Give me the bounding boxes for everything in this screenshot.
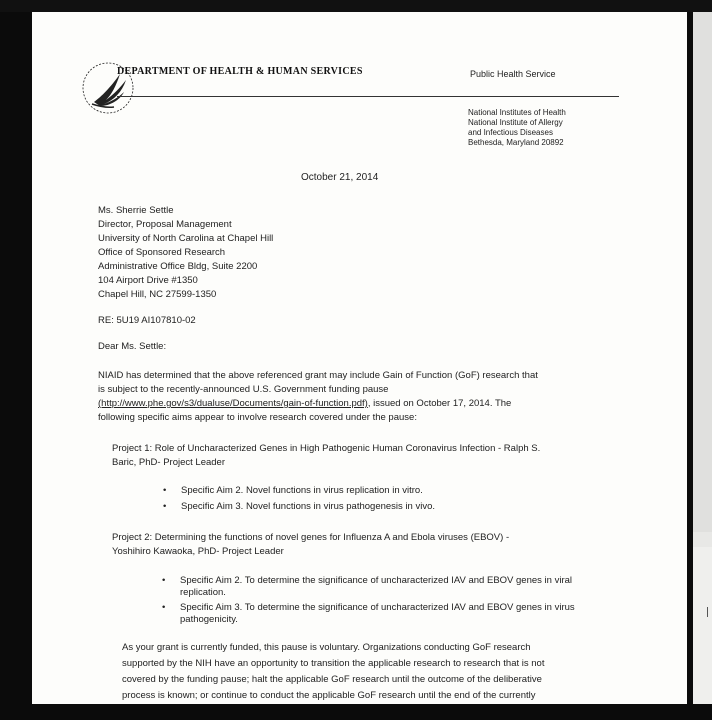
nih-address-line: Bethesda, Maryland 20892: [468, 138, 564, 147]
recipient-address: [98, 204, 273, 302]
aim-text: Specific Aim 3. Novel functions in virus pathogenesis in vivo.: [181, 501, 435, 512]
service-label: Public Health Service: [470, 69, 556, 79]
paragraph-line: following specific aims appear to involve research covered under the pause:: [98, 412, 417, 423]
aim-text: Specific Aim 2. To determine the significance of uncharacterized IAV and EBOV genes in viral: [180, 575, 572, 586]
closing-paragraph: [122, 640, 544, 704]
project-2-heading: [112, 531, 509, 559]
aim-text: Specific Aim 2. Novel functions in virus replication in vitro.: [181, 485, 423, 496]
nih-address-line: and Infectious Diseases: [468, 128, 553, 137]
department-heading: DEPARTMENT OF HEALTH & HUMAN SERVICES: [117, 66, 363, 77]
bottom-shadow: [32, 704, 687, 720]
project-1-aim-3: [163, 501, 435, 513]
aim-text: replication.: [180, 587, 226, 598]
letterhead-rule: [117, 96, 619, 97]
project-2-aim-3: [162, 602, 575, 626]
project-1-line: Project 1: Role of Uncharacterized Genes in High Pathogenic Human Coronavirus Infection - Ralph S.: [112, 443, 541, 454]
recipient-line: Chapel Hill, NC 27599-1350: [98, 289, 217, 300]
project-1-line: Baric, PhD- Project Leader: [112, 457, 225, 468]
project-2-line: Project 2: Determining the functions of novel genes for Influenza A and Ebola viruses (EBOV) -: [112, 532, 510, 543]
nih-address-line: National Institutes of Health: [468, 108, 566, 117]
bullet-marker: •: [162, 602, 166, 613]
bullet-marker: •: [163, 485, 167, 496]
recipient-line: Administrative Office Bldg, Suite 2200: [98, 261, 258, 272]
guidance-link[interactable]: (http://www.phe.gov/s3/dualuse/Documents/gain-of-function.pdf): [98, 398, 368, 409]
project-2-aim-2: [162, 575, 572, 599]
adjacent-bracket-mark: [707, 607, 712, 617]
project-2-line: Yoshihiro Kawaoka, PhD- Project Leader: [112, 546, 284, 557]
aim-text: pathogenicity.: [180, 614, 238, 625]
paragraph-line: process is known; or continue to conduct the applicable GoF research until the end of the currently: [122, 690, 536, 701]
reference-line: RE: 5U19 AI107810-02: [98, 315, 196, 326]
bullet-marker: •: [163, 501, 167, 512]
recipient-line: 104 Airport Drive #1350: [98, 275, 198, 286]
paragraph-line: [98, 397, 538, 411]
nih-address: [468, 108, 566, 148]
hhs-seal-logo: [80, 52, 136, 124]
letter-date: October 21, 2014: [301, 172, 379, 183]
project-1-aim-2: [163, 485, 423, 497]
adjacent-window-edge: [693, 12, 712, 704]
bullet-marker: •: [162, 575, 166, 586]
window-top-bar: [0, 0, 712, 12]
adjacent-panel: [693, 547, 712, 704]
recipient-line: Office of Sponsored Research: [98, 247, 226, 258]
paragraph-line: supported by the NIH have an opportunity to transition the applicable research to research that is not: [122, 658, 545, 669]
paragraph-line: covered by the funding pause; halt the applicable GoF research until the outcome of the deliberative: [122, 674, 542, 685]
paragraph-line: As your grant is currently funded, this pause is voluntary. Organizations conducting GoF research: [122, 642, 531, 653]
paragraph-line: is subject to the recently-announced U.S. Government funding pause: [98, 384, 389, 395]
paragraph-line: NIAID has determined that the above referenced grant may include Gain of Function (GoF) research that: [98, 370, 538, 381]
intro-paragraph: [98, 369, 538, 425]
letter-page: [32, 12, 687, 704]
adjacent-panel: [693, 12, 712, 532]
recipient-line: University of North Carolina at Chapel Hill: [98, 233, 274, 244]
recipient-line: Ms. Sherrie Settle: [98, 205, 174, 216]
salutation: Dear Ms. Settle:: [98, 341, 167, 352]
aim-text: Specific Aim 3. To determine the significance of uncharacterized IAV and EBOV genes in virus: [180, 602, 575, 613]
project-1-heading: [112, 442, 540, 470]
recipient-line: Director, Proposal Management: [98, 219, 232, 230]
paragraph-text: , issued on October 17, 2014. The: [367, 398, 512, 409]
nih-address-line: National Institute of Allergy: [468, 118, 563, 127]
